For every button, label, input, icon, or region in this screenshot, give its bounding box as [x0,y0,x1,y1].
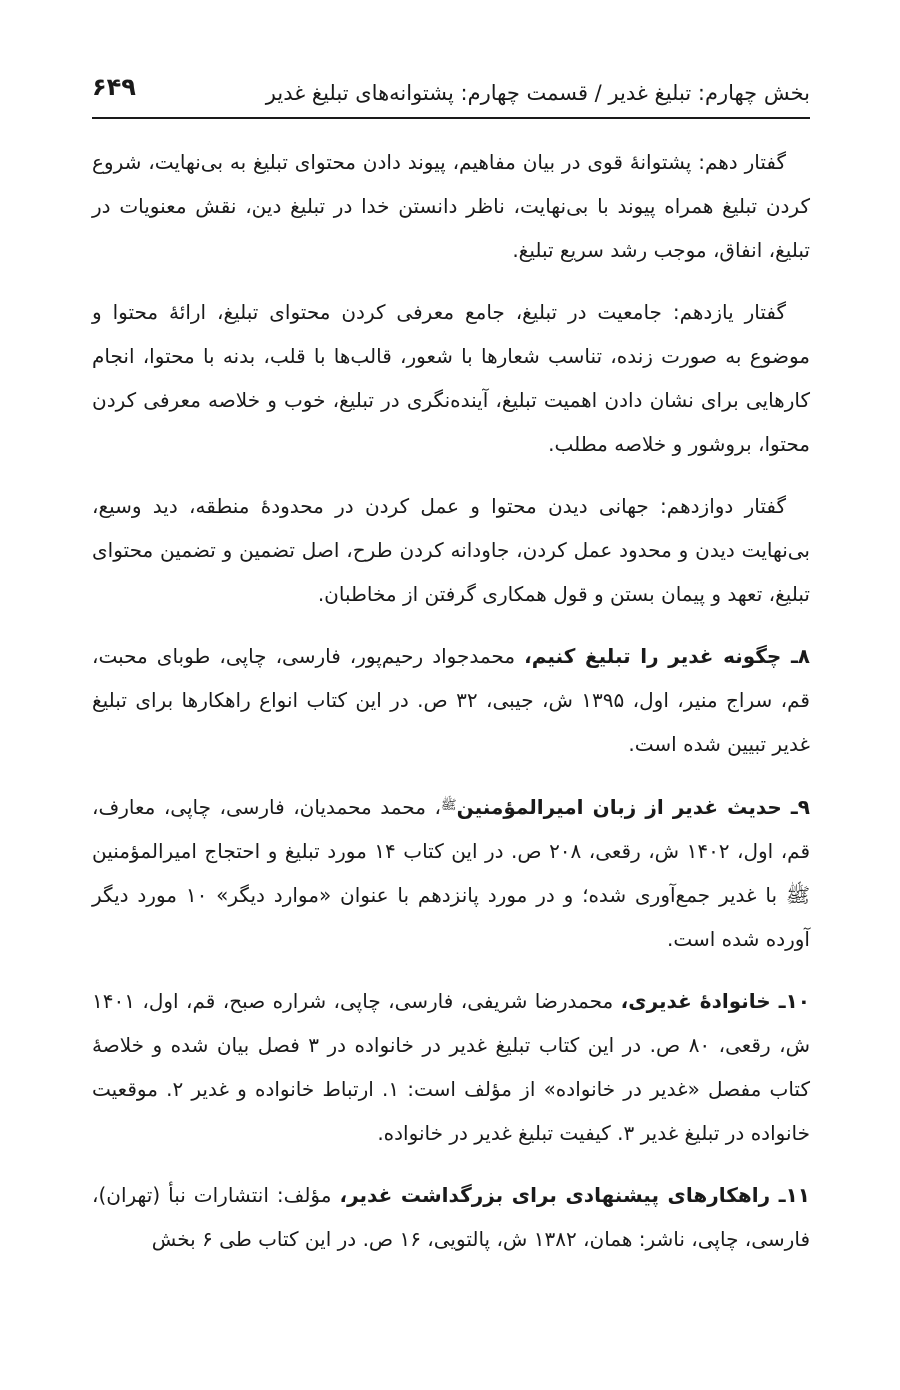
entry-8 [92,634,810,766]
paragraph-lecture-11: گفتار یازدهم: جامعیت در تبلیغ، جامع معرفی کردن محتوای تبلیغ، ارائهٔ محتوا و موضوع به صورت زنده، تناسب شعارها با شعور، قالب‌ها با قلب، بدنه با محتوا، انجام کارهایی برای نشان دادن اهمیت تبلیغ، آینده‌نگری در تبلیغ، خوب و خلاصه معرفی کردن محتوا، بروشور و خلاصه مطلب. [92,300,810,456]
entry-10-text: محمدرضا شریفی، فارسی، چاپی، شراره صبح، قم، اول، ۱۴۰۱ ش، رقعی، ۸۰ ص. در این کتاب تبلیغ غدیر در خانواده در ۳ فصل بیان شده و خلاصهٔ کتاب مفصل «غدیر در خانواده» از مؤلف است: ۱. ارتباط خانواده و غدیر ۲. موقعیت خانواده در تبلیغ غدیر ۳. کیفیت تبلیغ غدیر در خانواده. [92,989,811,1145]
entry-9 [92,784,810,961]
entry-11-title: ۱۱ـ راهکارهای پیشنهادی برای بزرگداشت غدیر، [339,1183,810,1207]
page-number: ۶۴۹ [92,73,136,101]
entry-8-title: ۸ـ چگونه غدیر را تبلیغ کنیم، [524,644,811,668]
paragraph-lecture-12: گفتار دوازدهم: جهانی دیدن محتوا و عمل کردن در محدودهٔ منطقه، دید وسیع، بی‌نهایت دیدن و محدود عمل کردن، جاودانه کردن طرح، اصل تضمین و تضمین محتوای تبلیغ، تعهد و پیمان بستن و قول همکاری گرفتن از مخاطبان. [92,494,810,606]
entry-11-text: مؤلف: انتشارات نبأ (تهران)، فارسی، چاپی، ناشر: همان، ۱۳۸۲ ش، پالتویی، ۱۶ ص. در این کتاب طی ۶ بخش [92,1183,810,1251]
header-divider [92,117,810,119]
page-body [92,140,810,1279]
running-header [92,72,810,116]
entry-9-text: ، محمد محمدیان، فارسی، چاپی، معارف، قم، اول، ۱۴۰۲ ش، رقعی، ۲۰۸ ص. در این کتاب ۱۴ مورد تبلیغ و احتجاج امیرالمؤمنین ﷺ با غدیر جمع‌آوری شده؛ و در مورد پانزدهم با عنوان «موارد دیگر» ۱۰ مورد دیگر آورده شده است. [92,795,811,951]
honorific-symbol: ﷺ [440,798,457,813]
entry-11 [92,1173,810,1261]
entry-9-title: ۹ـ حدیث غدیر از زبان امیرالمؤمنین [456,795,810,819]
entry-8-text: محمدجواد رحیم‌پور، فارسی، چاپی، طوبای محبت، قم، سراج منیر، اول، ۱۳۹۵ ش، جیبی، ۳۲ ص. در این کتاب انواع راهکارها برای تبلیغ غدیر تبیین شده است. [92,644,810,756]
paragraph-lecture-10: گفتار دهم: پشتوانهٔ قوی در بیان مفاهیم، پیوند دادن محتوای تبلیغ به بی‌نهایت، شروع کردن تبلیغ همراه پیوند با بی‌نهایت، ناظر دانستن خدا در تبلیغ دین، نقش معنویات در تبلیغ، انفاق، موجب رشد سریع تبلیغ. [92,150,810,262]
running-header-title: بخش چهارم: تبلیغ غدیر / قسمت چهارم: پشتوانه‌های تبلیغ غدیر [265,81,810,105]
entry-10-title: ۱۰ـ خانوادهٔ غدیری، [620,989,810,1013]
entry-10 [92,979,810,1155]
